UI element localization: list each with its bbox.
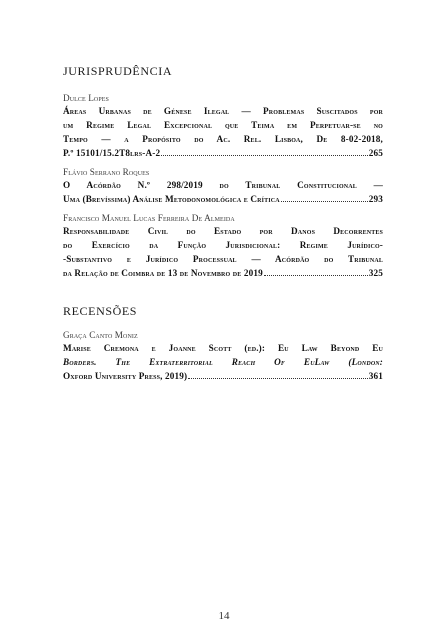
entry-author: Dulce Lopes [63, 93, 109, 103]
entry-title-line: um Regime Legal Excepcional que Teima em Perpetuar-se no [63, 120, 383, 130]
page-number: 14 [218, 610, 230, 622]
entry-title-line: O Acórdão N.º 298/2019 do Tribunal Constitucional — [63, 180, 383, 190]
entry-title-last-line [63, 266, 383, 280]
dot-leader [264, 274, 368, 276]
entry-author: Francisco Manuel Lucas Ferreira De Almeida [63, 213, 235, 223]
entry-title-line: Responsabilidade Civil do Estado por Danos Decorrentes [63, 226, 383, 236]
entry-title-line: Oxford University Press, 2019) [63, 371, 188, 381]
toc-entry-almeida [63, 213, 383, 280]
section-heading-recensoes: RECENSÕES [63, 304, 138, 318]
entry-title-line: Áreas Urbanas de Génese Ilegal — Problemas Suscitados por [63, 106, 383, 116]
entry-title-line: Marise Cremona e Joanne Scott (ed.): Eu Law Beyond Eu [63, 343, 383, 353]
entry-page-number: 293 [368, 194, 383, 204]
dot-leader [161, 154, 368, 156]
entry-page-number: 361 [368, 371, 383, 381]
entry-page-number: 325 [368, 268, 383, 278]
entry-page-number: 265 [368, 148, 383, 158]
toc-entry-roques [63, 167, 383, 206]
entry-title-line: Tempo — a Propósito do Ac. Rel. Lisboa, De 8-02-2018, [63, 134, 383, 144]
entry-title-line: da Relação de Coimbra de 13 de Novembro de 2019 [63, 268, 263, 278]
toc-entry-lopes [63, 93, 383, 160]
entry-title-line: P.º 15101/15.2T8lrs-A-2 [63, 148, 161, 158]
dot-leader [281, 200, 368, 202]
dot-leader [188, 377, 368, 379]
entry-title-line: Borders. The Extraterritorial Reach Of EuLaw (London: [63, 357, 383, 367]
entry-title-line: Uma (Brevíssima) Análise Metodonomológica e Crítica [63, 194, 280, 204]
entry-title-last-line [63, 146, 383, 160]
entry-author: Flávio Serrano Roques [63, 167, 150, 177]
entry-title-last-line [63, 192, 383, 206]
entry-author: Graça Canto Moniz [63, 330, 138, 340]
entry-title-last-line [63, 369, 383, 383]
entry-title-line: -Substantivo e Jurídico Processual — Acórdão do Tribunal [63, 254, 383, 264]
entry-title-line: do Exercício da Função Jurisdicional: Regime Jurídico- [63, 240, 383, 250]
toc-entry-moniz [63, 330, 383, 383]
section-heading-jurisprudencia: JURISPRUDÊNCIA [63, 64, 173, 78]
